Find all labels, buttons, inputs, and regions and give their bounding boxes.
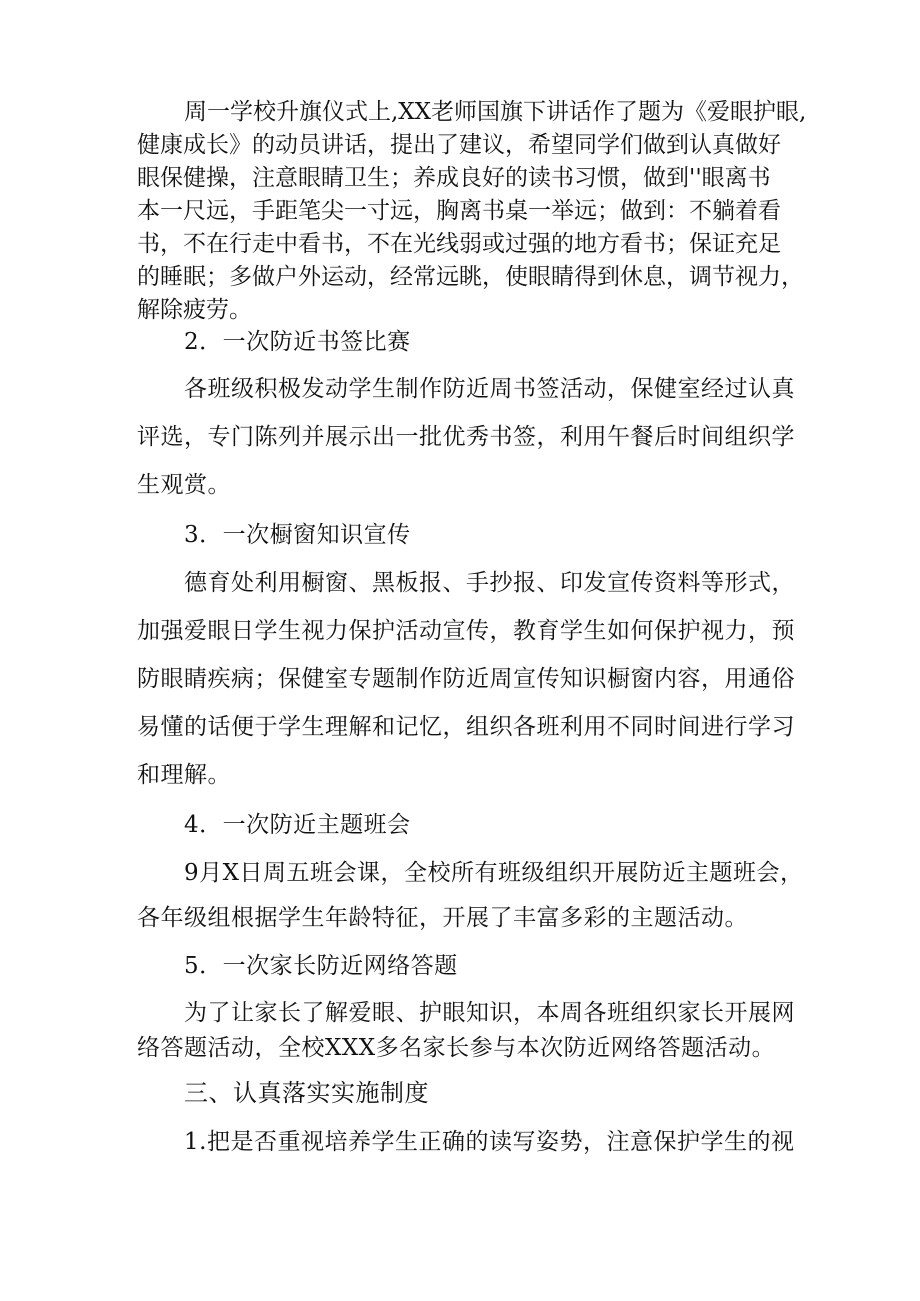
subheading-4: 4．一次防近主题班会 [184,812,411,838]
paragraph-3-line-1: 德育处利用橱窗、黑板报、手抄报、印发宣传资料等形式， [184,570,795,596]
paragraph-2-line-1: 各班级积极发动学生制作防近周书签活动，保健室经过认真 [184,376,795,402]
paragraph-2-line-3: 生观赏。 [137,472,231,498]
paragraph-1-line-6: 的睡眠；多做户外运动，经常远眺，使眼睛得到休息，调节视力， [137,264,804,290]
paragraph-5-line-1: 为了让家长了解爱眼、护眼知识，本周各班组织家长开展网 [184,1000,795,1026]
paragraph-1-line-7: 解除疲劳。 [137,297,252,323]
paragraph-3-line-2: 加强爱眼日学生视力保护活动宣传，教育学生如何保护视力，预 [137,618,795,644]
subheading-5: 5．一次家长防近网络答题 [184,953,458,979]
paragraph-2-line-2: 评选，专门陈列并展示出一批优秀书签，利用午餐后时间组织学 [137,424,795,450]
paragraph-1-line-5: 书，不在行走中看书，不在光线弱或过强的地方看书；保证充足 [137,231,781,257]
paragraph-1-line-1: 周一学校升旗仪式上,XX老师国旗下讲话作了题为《爱眼护眼, [184,99,807,125]
paragraph-6-line-1: 1.把是否重视培养学生正确的读写姿势，注意保护学生的视 [184,1129,795,1155]
paragraph-3-line-5: 和理解。 [137,762,231,788]
section-heading-3: 三、认真落实实施制度 [184,1079,429,1107]
paragraph-1-line-3: 眼保健操，注意眼睛卫生；养成良好的读书习惯，做到''眼离书 [137,165,771,191]
paragraph-3-line-4: 易懂的话便于学生理解和记忆，组织各班利用不同时间进行学习 [137,714,795,740]
paragraph-4-line-1: 9月X日周五班会课，全校所有班级组织开展防近主题班会， [184,860,804,886]
paragraph-1-line-4: 本一尺远，手距笔尖一寸远，胸离书桌一举远；做到：不躺着看 [137,198,781,224]
paragraph-4-line-2: 各年级组根据学生年龄特征，开展了丰富多彩的主题活动。 [137,905,748,931]
subheading-2: 2．一次防近书签比赛 [184,329,411,355]
subheading-3: 3．一次橱窗知识宣传 [184,522,411,548]
paragraph-1-line-2: 健康成长》的动员讲话，提出了建议，希望同学们做到认真做好 [137,132,781,158]
paragraph-3-line-3: 防眼睛疾病；保健室专题制作防近周宣传知识橱窗内容，用通俗 [137,666,795,692]
paragraph-5-line-2: 络答题活动，全校XXX多名家长参与本次防近网络答题活动。 [137,1035,776,1061]
